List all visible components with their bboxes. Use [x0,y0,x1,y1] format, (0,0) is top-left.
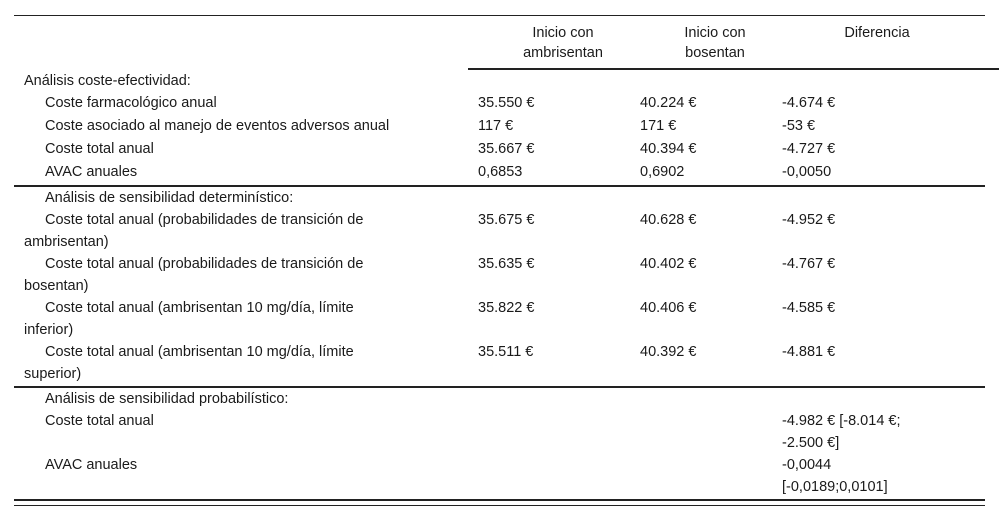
cell-diferencia: -4.952 € [782,212,836,228]
cell-bosentan: 40.394 € [640,141,697,157]
cell-ambrisentan: 0,6853 [478,164,523,180]
row-label: AVAC anuales [45,457,138,473]
row-label [24,342,454,385]
row-label-line2: ambrisentan) [24,233,109,250]
cell-bosentan: 40.402 € [640,256,697,272]
section-separator [14,386,985,388]
section-title: Análisis de sensibilidad probabilístico: [45,391,289,407]
header-bosentan-line1: Inicio con [684,25,746,41]
row-label-line1: Coste total anual (ambrisentan 10 mg/día, límite [45,344,354,360]
section-title: Análisis coste-efectividad: [24,73,191,89]
cell-diferencia: -4.767 € [782,256,836,272]
row-label: Coste asociado al manejo de eventos adversos anual [45,118,390,134]
row-label-line2: superior) [24,365,82,382]
header-rule [468,68,999,70]
table-header [14,15,985,69]
cell-ambrisentan: 35.822 € [478,300,535,316]
cell-ambrisentan: 35.675 € [478,212,535,228]
row-label: Coste total anual [45,141,154,157]
cell-bosentan: 40.224 € [640,95,697,111]
row-label-line2: bosentan) [24,277,89,294]
cell-bosentan: 40.392 € [640,344,697,360]
section-title: Análisis de sensibilidad determinístico: [45,190,294,206]
cell-ambrisentan: 35.511 € [478,344,534,360]
cell-bosentan: 40.406 € [640,300,697,316]
cell-diferencia: -4.727 € [782,141,836,157]
row-label [24,298,454,341]
header-ambrisentan [480,23,646,63]
cell-diferencia-line1: -4.982 € [-8.014 €; [782,413,901,429]
cell-bosentan: 40.628 € [640,212,697,228]
row-label: AVAC anuales [45,164,138,180]
cell-diferencia-line2: [-0,0189;0,0101] [782,478,888,495]
row-label-line1: Coste total anual (probabilidades de transición de [45,256,364,272]
table-bottom-rule-thin [14,505,985,506]
cell-diferencia: -4.585 € [782,300,836,316]
cell-bosentan: 0,6902 [640,164,685,180]
header-ambrisentan-line2: ambrisentan [523,45,603,61]
cell-diferencia: -53 € [782,118,816,134]
cell-diferencia: -4.881 € [782,344,836,360]
header-bosentan [642,23,788,63]
cell-diferencia-line1: -0,0044 [782,457,832,473]
cell-diferencia: -4.674 € [782,95,836,111]
cell-ambrisentan: 117 € [478,118,514,134]
row-label: Coste total anual [45,413,154,429]
cell-diferencia: -0,0050 [782,164,832,180]
cell-diferencia [782,411,932,454]
section-separator [14,185,985,187]
header-ambrisentan-line1: Inicio con [532,25,594,41]
row-label-line1: Coste total anual (ambrisentan 10 mg/día, límite [45,300,354,316]
cell-bosentan: 171 € [640,118,677,134]
cell-ambrisentan: 35.667 € [478,141,535,157]
table-bottom-rule [14,499,985,501]
row-label: Coste farmacológico anual [45,95,217,111]
header-diferencia: Diferencia [844,25,910,41]
row-label-line1: Coste total anual (probabilidades de transición de [45,212,364,228]
cell-diferencia-line2: -2.500 €] [782,434,840,451]
header-bosentan-line2: bosentan [685,45,745,61]
row-label [24,254,454,297]
row-label [24,210,454,253]
cell-diferencia [782,455,932,498]
cell-ambrisentan: 35.635 € [478,256,535,272]
row-label-line2: inferior) [24,321,74,338]
cell-ambrisentan: 35.550 € [478,95,535,111]
